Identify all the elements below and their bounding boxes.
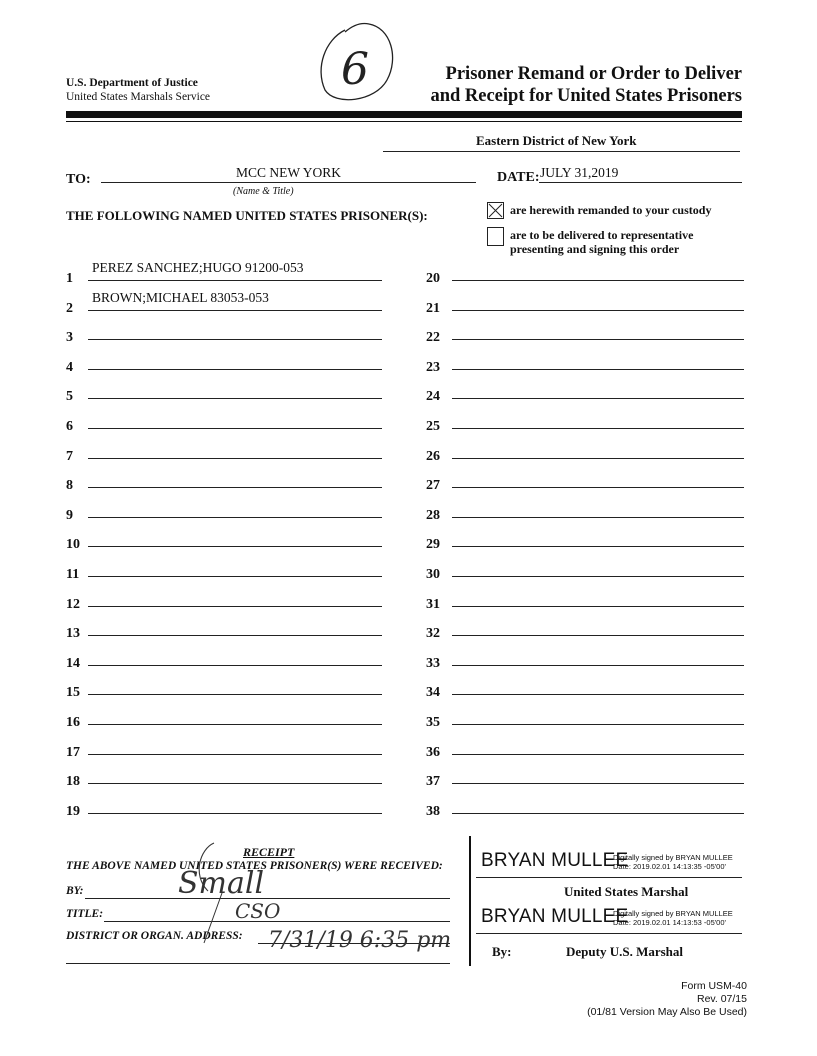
receipt-statement: THE ABOVE NAMED UNITED STATES PRISONER(S) WERE RECEIVED: bbox=[66, 860, 443, 872]
prisoner-number: 17 bbox=[66, 744, 80, 760]
prisoner-line bbox=[88, 428, 382, 429]
prisoner-line bbox=[88, 754, 382, 755]
receipt-title-rule bbox=[104, 921, 450, 922]
to-label: TO: bbox=[66, 172, 91, 187]
prisoner-line bbox=[88, 635, 382, 636]
handwritten-number: 6 bbox=[341, 44, 369, 95]
prisoner-number: 14 bbox=[66, 655, 80, 671]
agency-name: U.S. Department of Justice bbox=[66, 77, 198, 89]
handwritten-receipt-address bbox=[262, 915, 472, 965]
prisoner-line bbox=[88, 487, 382, 488]
prisoner-line bbox=[88, 606, 382, 607]
form-title-line2: and Receipt for United States Prisoners bbox=[430, 86, 742, 106]
prisoner-line bbox=[452, 724, 744, 725]
delivered-checkbox[interactable] bbox=[487, 227, 504, 246]
prisoner-line bbox=[452, 487, 744, 488]
prisoner-line bbox=[88, 310, 382, 311]
prisoner-number: 10 bbox=[66, 537, 80, 553]
prisoner-number: 23 bbox=[426, 359, 440, 375]
delivered-label-line2: presenting and signing this order bbox=[510, 242, 680, 256]
prisoner-number: 37 bbox=[426, 774, 440, 790]
agency-subname: United States Marshals Service bbox=[66, 91, 211, 103]
prisoner-number: 3 bbox=[66, 330, 73, 346]
prisoner-number: 15 bbox=[66, 685, 80, 701]
prisoner-line bbox=[452, 280, 744, 281]
prisoner-number: 12 bbox=[66, 596, 80, 612]
prisoner-line bbox=[452, 546, 744, 547]
prisoner-line bbox=[88, 546, 382, 547]
marshal-signature-1-date: Date: 2019.02.01 14:13:35 -05'00' bbox=[613, 862, 726, 871]
prisoner-number: 1 bbox=[66, 271, 73, 286]
marshal-rule-2 bbox=[476, 933, 742, 934]
marshal-signature-1: BRYAN MULLEE bbox=[481, 850, 629, 871]
prisoner-number: 11 bbox=[66, 567, 80, 582]
district-name: Eastern District of New York bbox=[476, 133, 637, 148]
to-hint: (Name & Title) bbox=[233, 186, 294, 197]
date-label: DATE: bbox=[497, 170, 540, 185]
form-footer bbox=[587, 980, 747, 1019]
receipt-title-label: TITLE: bbox=[66, 908, 104, 920]
prisoner-number: 7 bbox=[66, 448, 73, 464]
marshal-by-label: By: bbox=[492, 944, 512, 959]
header-bar-thin bbox=[66, 121, 742, 122]
prisoner-line bbox=[452, 339, 744, 340]
prisoner-line bbox=[452, 310, 744, 311]
prisoner-number: 8 bbox=[66, 478, 73, 494]
prisoner-name-field[interactable]: BROWN;MICHAEL 83053-053 bbox=[92, 289, 269, 305]
prisoner-number: 4 bbox=[66, 359, 73, 375]
receipt-bottom-rule bbox=[66, 963, 450, 964]
form-number: Form USM-40 bbox=[681, 980, 747, 992]
prisoner-line bbox=[452, 517, 744, 518]
prisoner-number: 30 bbox=[426, 567, 440, 582]
prisoner-number: 27 bbox=[426, 478, 440, 494]
receipt-address-rule bbox=[258, 943, 450, 944]
deputy-title: Deputy U.S. Marshal bbox=[566, 944, 684, 959]
prisoner-line bbox=[452, 458, 744, 459]
prisoner-line bbox=[452, 665, 744, 666]
prisoner-line bbox=[452, 754, 744, 755]
prisoner-line bbox=[88, 458, 382, 459]
marshal-signature-2: BRYAN MULLEE bbox=[481, 906, 629, 927]
marshal-signature-1-signed: Digitally signed by BRYAN MULLEE bbox=[613, 853, 733, 862]
prisoner-number: 29 bbox=[426, 537, 440, 553]
prisoner-number: 22 bbox=[426, 330, 440, 346]
prisoner-line bbox=[452, 398, 744, 399]
prisoner-number: 31 bbox=[426, 596, 440, 612]
prisoner-number: 19 bbox=[66, 803, 80, 819]
prisoner-number: 20 bbox=[426, 271, 440, 286]
date-rule bbox=[539, 182, 742, 183]
prisoner-number: 34 bbox=[426, 685, 440, 701]
prisoner-line bbox=[88, 339, 382, 340]
prisoner-line bbox=[88, 665, 382, 666]
prisoner-line bbox=[452, 635, 744, 636]
receipt-title: RECEIPT bbox=[243, 845, 295, 859]
prisoner-number: 26 bbox=[426, 448, 440, 464]
remanded-checkbox[interactable] bbox=[487, 202, 504, 219]
prisoner-line bbox=[452, 606, 744, 607]
prisoner-number: 5 bbox=[66, 389, 73, 405]
delivered-label bbox=[510, 228, 693, 256]
prisoner-line bbox=[88, 398, 382, 399]
prisoner-line bbox=[88, 369, 382, 370]
prisoner-line bbox=[452, 813, 744, 814]
marshal-signature-2-signed: Digitally signed by BRYAN MULLEE bbox=[613, 909, 733, 918]
prisoner-line bbox=[88, 576, 382, 577]
prisoner-number: 18 bbox=[66, 774, 80, 790]
prisoner-name-field[interactable]: PEREZ SANCHEZ;HUGO 91200-053 bbox=[92, 260, 304, 275]
prisoner-number: 25 bbox=[426, 419, 440, 434]
handwritten-circle-mark bbox=[305, 18, 410, 110]
prisoners-heading: THE FOLLOWING NAMED UNITED STATES PRISONER(S): bbox=[66, 208, 428, 223]
receipt-address-value: 7/31/19 6:35 pm bbox=[268, 928, 452, 953]
prisoner-line bbox=[88, 783, 382, 784]
receipt-by-value: Small bbox=[178, 866, 265, 901]
prisoner-line bbox=[88, 694, 382, 695]
prisoner-number: 35 bbox=[426, 715, 440, 730]
checkbox-x-icon bbox=[488, 203, 503, 218]
prisoner-line bbox=[88, 813, 382, 814]
marshal-rule-1 bbox=[476, 877, 742, 878]
prisoner-number: 6 bbox=[66, 419, 73, 434]
prisoner-line bbox=[452, 369, 744, 370]
prisoner-line bbox=[452, 694, 744, 695]
delivered-label-line1: are to be delivered to representative bbox=[510, 228, 694, 242]
prisoner-number: 16 bbox=[66, 715, 80, 730]
receipt-address-label: DISTRICT OR ORGAN. ADDRESS: bbox=[66, 930, 243, 942]
to-rule bbox=[101, 182, 476, 183]
receipt-by-rule bbox=[85, 898, 450, 899]
prisoner-number: 32 bbox=[426, 626, 440, 642]
prisoner-line bbox=[452, 783, 744, 784]
prisoner-number: 33 bbox=[426, 655, 440, 671]
marshal-title: United States Marshal bbox=[564, 884, 689, 899]
form-version-note: (01/81 Version May Also Be Used) bbox=[587, 1006, 747, 1018]
to-value[interactable]: MCC NEW YORK bbox=[235, 165, 341, 180]
remanded-label: are herewith remanded to your custody bbox=[510, 203, 712, 217]
prisoner-number: 36 bbox=[426, 744, 440, 760]
prisoner-line bbox=[88, 724, 382, 725]
marshal-signature-2-meta bbox=[613, 909, 733, 927]
form-revision: Rev. 07/15 bbox=[696, 993, 747, 1005]
prisoner-line bbox=[452, 428, 744, 429]
prisoner-number: 13 bbox=[66, 626, 80, 642]
district-rule bbox=[383, 151, 740, 152]
prisoner-number: 21 bbox=[426, 300, 440, 316]
receipt-title-value: CSO bbox=[235, 899, 281, 923]
date-value[interactable]: JULY 31,2019 bbox=[540, 165, 619, 180]
prisoner-number: 2 bbox=[66, 300, 73, 316]
prisoner-line bbox=[88, 280, 382, 281]
form-title-line1: Prisoner Remand or Order to Deliver bbox=[445, 64, 742, 84]
receipt-divider bbox=[469, 836, 471, 966]
prisoner-line bbox=[452, 576, 744, 577]
marshal-signature-1-meta bbox=[613, 853, 733, 871]
prisoner-number: 28 bbox=[426, 507, 440, 523]
prisoner-number: 24 bbox=[426, 389, 440, 405]
prisoner-line bbox=[88, 517, 382, 518]
marshal-signature-2-date: Date: 2019.02.01 14:13:53 -05'00' bbox=[613, 918, 726, 927]
receipt-by-label: BY: bbox=[66, 885, 84, 897]
prisoner-number: 9 bbox=[66, 507, 73, 523]
header-bar bbox=[66, 111, 742, 118]
prisoner-number: 38 bbox=[426, 803, 440, 819]
